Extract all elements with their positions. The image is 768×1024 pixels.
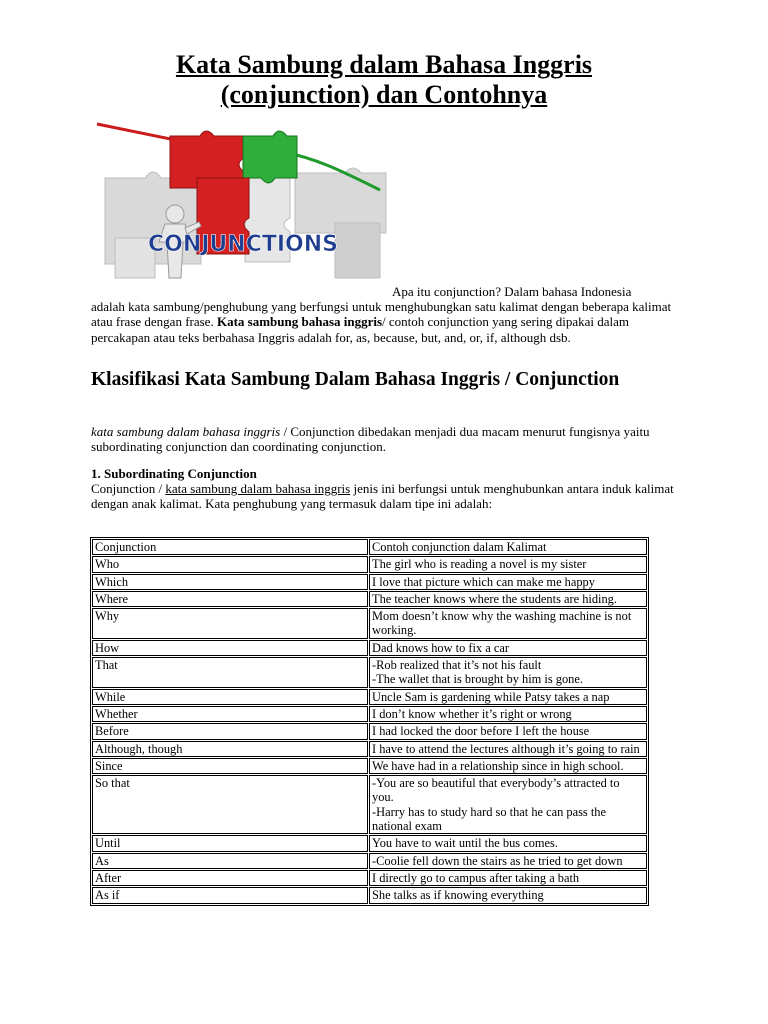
example-cell xyxy=(369,574,647,590)
table-row xyxy=(92,853,647,869)
example-line: I directly go to campus after taking a bath xyxy=(372,870,580,885)
example-line: The teacher knows where the students are hiding. xyxy=(372,591,617,606)
conjunction-cell: Who xyxy=(92,556,368,572)
table-row xyxy=(92,640,647,656)
intro-paragraph xyxy=(91,284,681,345)
table-row xyxy=(92,870,647,886)
example-line: -Rob realized that it’s not his fault xyxy=(372,658,542,673)
table-row xyxy=(92,741,647,757)
para3-link[interactable]: kata sambung dalam bahasa inggris xyxy=(165,481,351,496)
para3-after: jenis ini berfungsi untuk menghubunkan antara induk kalimat dengan anak kalimat. Kata penghubung yang termasuk dalam tipe ini adalah: xyxy=(91,481,674,512)
page-title xyxy=(90,50,678,110)
table-row xyxy=(92,657,647,688)
intro-text-end: / contoh conjunction yang sering dipakai dalam percakapan atau teks berbahasa Inggris adalah for, as, because, but, and, or, if, although dsb. xyxy=(91,314,629,345)
conjunction-cell: Why xyxy=(92,608,368,639)
example-cell xyxy=(369,591,647,607)
conjunction-cell: Where xyxy=(92,591,368,607)
table-row xyxy=(92,591,647,607)
conjunction-cell: After xyxy=(92,870,368,886)
title-line-1: Kata Sambung dalam Bahasa Inggris xyxy=(175,50,593,79)
table-row xyxy=(92,758,647,774)
conjunction-cell: Since xyxy=(92,758,368,774)
conjunction-cell: How xyxy=(92,640,368,656)
example-line: -Coolie fell down the stairs as he tried to get down xyxy=(372,853,623,868)
example-cell xyxy=(369,608,647,639)
example-cell xyxy=(369,741,647,757)
intro-bold: Kata sambung bahasa inggris xyxy=(216,314,383,330)
example-cell xyxy=(369,556,647,572)
conjunction-table xyxy=(90,537,649,906)
conjunction-cell: While xyxy=(92,689,368,705)
example-cell xyxy=(369,758,647,774)
example-cell xyxy=(369,775,647,834)
example-line: Mom doesn’t know why the washing machine is not working. xyxy=(372,609,632,638)
table-row xyxy=(92,723,647,739)
example-line: I don’t know whether it’s right or wrong xyxy=(372,706,572,721)
example-cell xyxy=(369,706,647,722)
example-line: I have to attend the lectures although it’s going to rain xyxy=(372,741,640,756)
table-row xyxy=(92,574,647,590)
table-row xyxy=(92,775,647,834)
example-line: Dad knows how to fix a car xyxy=(372,640,509,655)
table-row xyxy=(92,706,647,722)
intro-line-1: Apa itu conjunction? Dalam bahasa Indonesia xyxy=(392,284,632,299)
conjunction-table-body xyxy=(92,539,647,904)
example-line: -Harry has to study hard so that he can pass the national exam xyxy=(372,804,606,834)
example-cell xyxy=(369,657,647,688)
example-line: You have to wait until the bus comes. xyxy=(372,836,558,851)
table-row xyxy=(92,689,647,705)
example-cell xyxy=(369,835,647,851)
table-header-row xyxy=(92,539,647,555)
example-cell xyxy=(369,640,647,656)
table-row xyxy=(92,556,647,572)
example-line: Uncle Sam is gardening while Patsy takes a nap xyxy=(372,689,610,704)
image-label: CONJUNCTIONS xyxy=(147,232,339,257)
subordinating-paragraph xyxy=(91,481,681,511)
conjunctions-puzzle-image xyxy=(95,118,390,288)
example-line: We have had in a relationship since in high school. xyxy=(372,758,624,773)
example-cell xyxy=(369,689,647,705)
conjunction-cell: That xyxy=(92,657,368,688)
example-line: The girl who is reading a novel is my sister xyxy=(372,557,587,572)
example-cell xyxy=(369,870,647,886)
table-row xyxy=(92,608,647,639)
intro-rest xyxy=(91,299,681,345)
conjunction-cell: So that xyxy=(92,775,368,834)
conjunction-cell: As if xyxy=(92,887,368,903)
para2-text: / Conjunction dibedakan menjadi dua macam menurut fungisnya yaitu subordinating conjunction dan coordinating conjunction. xyxy=(91,424,650,455)
subheading: 1. Subordinating Conjunction xyxy=(91,466,257,481)
conjunction-cell: Which xyxy=(92,574,368,590)
classification-paragraph xyxy=(91,424,681,454)
example-line: I had locked the door before I left the house xyxy=(372,724,590,739)
conjunction-cell: Although, though xyxy=(92,741,368,757)
section-heading: Klasifikasi Kata Sambung Dalam Bahasa Inggris / Conjunction xyxy=(91,369,620,390)
conjunction-cell: Until xyxy=(92,835,368,851)
example-cell xyxy=(369,887,647,903)
intro-text: adalah kata sambung/penghubung yang berfungsi untuk menghubungkan satu kalimat dengan beberapa kalimat atau frase dengan frase. xyxy=(91,299,672,330)
table-row xyxy=(92,835,647,851)
example-line: She talks as if knowing everything xyxy=(372,888,544,903)
example-line: -The wallet that is brought by him is gone. xyxy=(372,672,583,687)
para3-before: Conjunction / xyxy=(91,481,166,496)
example-cell xyxy=(369,723,647,739)
conjunction-cell: As xyxy=(92,853,368,869)
table-row xyxy=(92,887,647,903)
header-cell-example: Contoh conjunction dalam Kalimat xyxy=(369,539,647,555)
para2-italic: kata sambung dalam bahasa inggris xyxy=(91,424,281,439)
example-cell xyxy=(369,853,647,869)
title-line-2: (conjunction) dan Contohnya xyxy=(220,80,548,109)
conjunction-cell: Before xyxy=(92,723,368,739)
conjunction-cell: Whether xyxy=(92,706,368,722)
example-line: I love that picture which can make me happy xyxy=(372,574,595,589)
header-cell-conjunction: Conjunction xyxy=(92,539,368,555)
example-line: -You are so beautiful that everybody’s attracted to you. xyxy=(372,776,620,805)
